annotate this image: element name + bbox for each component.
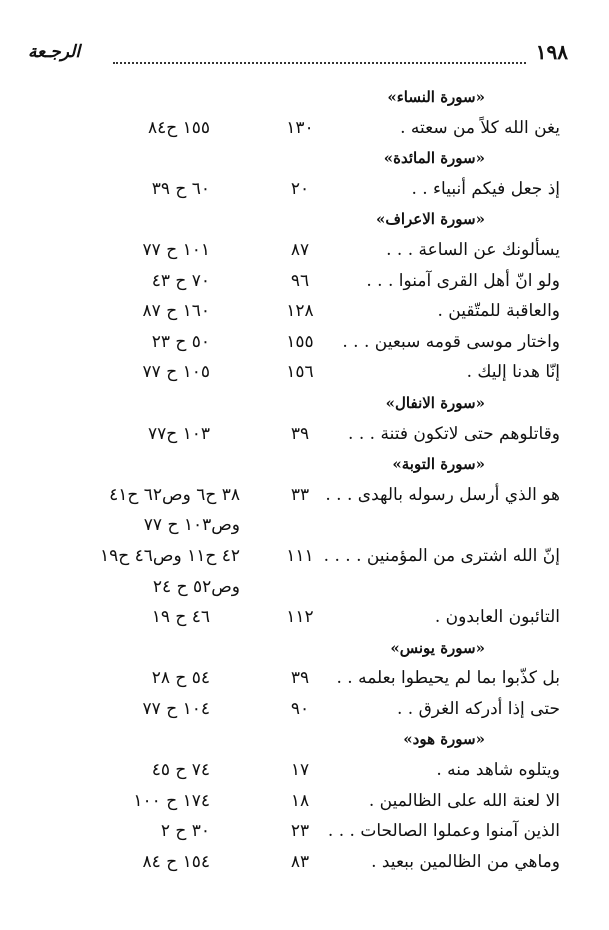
surah-heading: «سورة الانفال»: [385, 393, 485, 412]
verse-entry-row: [20, 327, 560, 358]
verse-entry-row: [20, 419, 560, 450]
verse-number: ٩٠: [290, 698, 310, 719]
page-hadith-reference: وص٥٢ ح ٢٤: [152, 576, 240, 597]
verse-phrase: إنّ الله اشترى من المؤمنين . . . .: [323, 545, 560, 566]
verse-phrase: ويتلوه شاهد منه .: [436, 760, 560, 781]
page-hadith-reference: ١٠١ ح ٧٧: [142, 239, 210, 260]
verse-entry-row: [20, 235, 560, 266]
page-hadith-reference: ١٠٥ ح ٧٧: [142, 362, 210, 383]
verse-entry-row: [20, 113, 560, 144]
surah-heading-row: [20, 388, 560, 419]
header-dotted-rule: [113, 62, 526, 64]
verse-phrase: والعاقبة للمتّقين .: [437, 301, 560, 322]
page-number: ١٩٨: [535, 40, 568, 64]
verse-phrase: إذ جعل فيكم أنبياء . .: [411, 178, 560, 199]
verse-phrase: الا لعنة الله على الظالمين .: [368, 790, 560, 811]
page-hadith-reference: ٤٢ ح١١ وص٤٦ ح١٩: [99, 545, 240, 566]
page-hadith-reference: وص١٠٣ ح ٧٧: [143, 515, 240, 536]
verse-number: ٩٦: [290, 270, 310, 291]
verse-number: ٨٧: [290, 239, 310, 260]
verse-phrase: يغن الله كلاً من سعته .: [400, 117, 560, 138]
surah-heading-row: [20, 633, 560, 664]
verse-number: ١٣٠: [286, 117, 314, 138]
page-hadith-reference: ٣٨ ح٦ وص٦٢ ح٤١: [109, 484, 240, 505]
verse-entry-row: [20, 816, 560, 847]
verse-number: ١٥٦: [286, 362, 314, 383]
verse-entry-row: [20, 480, 560, 511]
verse-entry-row: [20, 541, 560, 572]
verse-entry-row: [20, 357, 560, 388]
verse-entry-row: [20, 174, 560, 205]
page-hadith-reference: ٤٦ ح ١٩: [151, 607, 210, 628]
surah-heading-row: [20, 449, 560, 480]
verse-number: ١١٢: [286, 607, 314, 628]
verse-entry-row: [20, 296, 560, 327]
verse-entry-row: [20, 786, 560, 817]
verse-index-list: [20, 82, 560, 877]
verse-number: ٢٠: [290, 178, 310, 199]
page-hadith-reference: ١٠٣ ح٧٧: [147, 423, 210, 444]
verse-number: ٣٩: [290, 423, 310, 444]
page-hadith-reference: ١٦٠ ح ٨٧: [142, 301, 210, 322]
verse-entry-row: [20, 847, 560, 878]
verse-entry-row: [20, 266, 560, 297]
surah-heading: «سورة النساء»: [387, 88, 485, 106]
reference-continuation-row: [20, 510, 560, 541]
verse-entry-row: [20, 694, 560, 725]
page-hadith-reference: ١٥٤ ح ٨٤: [142, 851, 210, 872]
verse-phrase: حتى إذا أدركه الغرق . .: [396, 698, 560, 719]
page-hadith-reference: ٧٠ ح ٤٣: [151, 270, 210, 291]
surah-heading: «سورة التوبة»: [392, 455, 485, 474]
surah-heading-row: [20, 204, 560, 235]
verse-entry-row: [20, 602, 560, 633]
page-header: [28, 40, 568, 70]
page-hadith-reference: ٧٤ ح ٤٥: [151, 760, 210, 781]
reference-continuation-row: [20, 572, 560, 603]
verse-entry-row: [20, 663, 560, 694]
verse-phrase: ولو انّ أهل القرى آمنوا . . .: [366, 270, 560, 291]
verse-number: ١٥٥: [286, 331, 314, 352]
page-hadith-reference: ٥٤ ح ٢٨: [151, 668, 210, 689]
surah-heading: «سورة هود»: [403, 730, 485, 749]
verse-number: ٢٣: [290, 821, 310, 842]
page-hadith-reference: ٦٠ ح ٣٩: [151, 178, 210, 199]
verse-number: ١٧: [290, 760, 310, 781]
page-hadith-reference: ٥٠ ح ٢٣: [151, 331, 210, 352]
verse-number: ١٨: [290, 790, 310, 811]
verse-number: ٨٣: [290, 851, 310, 872]
verse-phrase: وماهي من الظالمين ببعيد .: [371, 851, 560, 872]
surah-heading: «سورة الاعراف»: [375, 210, 485, 229]
verse-number: ١٢٨: [286, 301, 314, 322]
surah-heading-row: [20, 724, 560, 755]
verse-phrase: هو الذي أرسل رسوله بالهدى . . .: [325, 484, 560, 505]
verse-phrase: بل كذّبوا بما لم يحيطوا بعلمه . .: [336, 668, 560, 689]
verse-number: ٣٩: [290, 668, 310, 689]
verse-number: ٣٣: [290, 484, 310, 505]
page-hadith-reference: ١٠٤ ح ٧٧: [142, 698, 210, 719]
page-hadith-reference: ٣٠ ح ٢: [160, 821, 210, 842]
verse-phrase: يسألونك عن الساعة . . .: [386, 239, 560, 260]
verse-phrase: التائبون العابدون .: [434, 607, 560, 628]
verse-phrase: الذين آمنوا وعملوا الصالحات . . .: [327, 821, 560, 842]
verse-number: ١١١: [286, 545, 314, 566]
page-hadith-reference: ١٥٥ ح٨٤: [147, 117, 210, 138]
verse-phrase: وقاتلوهم حتى لاتكون فتنة . . .: [348, 423, 560, 444]
surah-heading: «سورة يونس»: [390, 638, 485, 657]
surah-heading: «سورة المائدة»: [383, 149, 485, 168]
verse-entry-row: [20, 755, 560, 786]
verse-phrase: إنّا هدنا إليك .: [466, 362, 560, 383]
surah-heading-row: [20, 82, 560, 113]
running-title: الرجـعة: [28, 42, 81, 62]
verse-phrase: واختار موسى قومه سبعين . . .: [342, 331, 560, 352]
surah-heading-row: [20, 143, 560, 174]
page-hadith-reference: ١٧٤ ح ١٠٠: [133, 790, 210, 811]
